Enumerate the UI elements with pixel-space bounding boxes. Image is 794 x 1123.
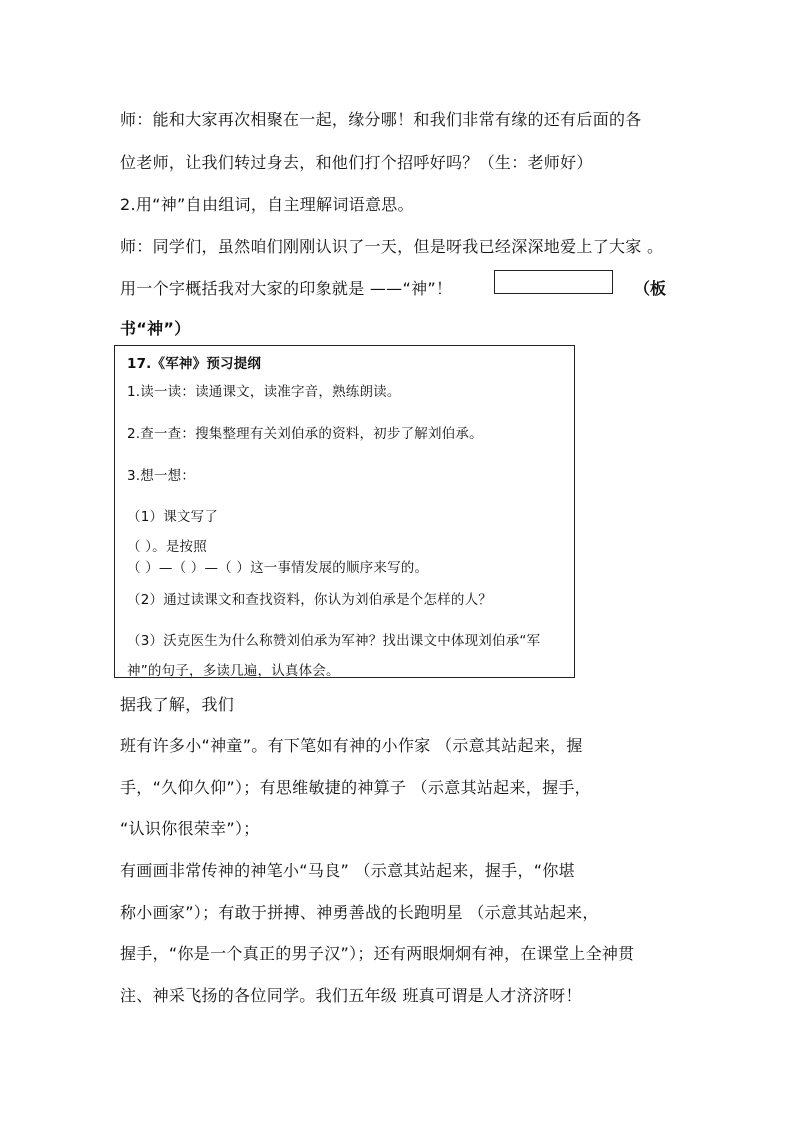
paragraph-line: 书“神”）: [120, 319, 191, 338]
paragraph-line: 班有许多小“神童”。有下笔如有神的小作家 （示意其站起来，握: [120, 736, 583, 755]
outline-question-1-sequence: （ ）—（ ）—（ ）这一事情发展的顺序来写的。: [127, 560, 429, 576]
preview-outline-box: [114, 345, 575, 678]
paragraph-line: 位老师，让我们转过身去，和他们打个招呼好吗？（生：老师好）: [120, 153, 593, 172]
outline-question-2: （2）通过读课文和查找资料，你认为刘伯承是个怎样的人？: [127, 592, 492, 608]
paragraph-line: 2.用“神”自由组词，自主理解词语意思。: [120, 195, 414, 214]
paragraph-line: 握手，“你是一个真正的男子汉”）；还有两眼炯炯有神，在课堂上全神贯: [120, 944, 635, 963]
paragraph-line: “认识你很荣幸”）；: [120, 819, 260, 838]
outline-question-3-cont: 神”的句子，多读几遍，认真体会。: [127, 663, 340, 679]
outline-item-think: 3.想一想：: [127, 468, 196, 484]
paragraph-line: 手，“久仰久仰”）；有思维敏捷的神算子 （示意其站起来，握手，: [120, 778, 591, 797]
paragraph-line: 称小画家”）；有敢于拼搏、神勇善战的长跑明星 （示意其站起来，: [120, 903, 599, 922]
paragraph-line: 师：能和大家再次相聚在一起，缘分哪！和我们非常有缘的还有后面的各: [120, 110, 642, 129]
blank-answer-box: [494, 270, 613, 294]
outline-item-read: 1.读一读：读通课文，读准字音，熟练朗读。: [127, 384, 401, 400]
outline-question-1-blank: （ ）。是按照: [127, 539, 207, 555]
paragraph-line: 注、神采飞扬的各位同学。我们五年级 班真可谓是人才济济呀！: [120, 986, 582, 1005]
outline-item-search: 2.查一查：搜集整理有关刘伯承的资料，初步了解刘伯承。: [127, 426, 483, 442]
paragraph-line: 师：同学们，虽然咱们刚刚认识了一天，但是呀我已经深深地爱上了大家 。: [120, 237, 664, 256]
paragraph-line: 据我了解，我们: [120, 695, 235, 714]
outline-title: 17.《军神》预习提纲: [127, 356, 262, 372]
paragraph-line: 用一个字概括我对大家的印象就是 ——“神”！: [120, 279, 453, 298]
paragraph-line: 有画画非常传神的神笔小“马良” （示意其站起来，握手，“你堪: [120, 861, 575, 880]
board-label: （板: [634, 279, 667, 298]
outline-question-1: （1）课文写了: [127, 509, 218, 525]
outline-question-3: （3）沃克医生为什么称赞刘伯承为军神？找出课文中体现刘伯承“军: [127, 633, 541, 649]
